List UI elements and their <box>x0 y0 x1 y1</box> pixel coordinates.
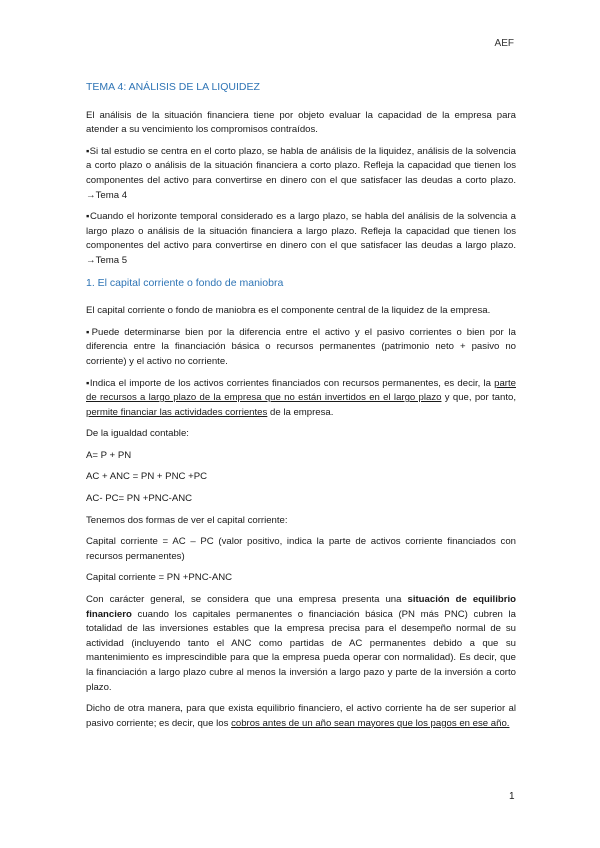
section-intro: El capital corriente o fondo de maniobra es el componente central de la liquidez de la empresa. <box>86 305 491 317</box>
underlined-text: permite financiar las actividades corrientes <box>86 406 268 418</box>
text-run: de la empresa. <box>267 406 334 418</box>
underlined-text: parte de recursos a largo plazo de la empresa que no están invertidos en el largo plazo <box>86 377 516 404</box>
equation-2: AC + ANC = PN + PNC +PC <box>86 471 208 483</box>
forms-intro: Tenemos dos formas de ver el capital corriente: <box>86 514 288 526</box>
capital-formula-1: Capital corriente = AC – PC (valor positivo, indica la parte de activos corriente financiados con recursos permanentes) <box>86 536 516 562</box>
bold-text: situación de equilibrio financiero <box>86 594 516 620</box>
equilibrium-paragraph <box>86 593 516 695</box>
bullet-indicates <box>86 377 516 421</box>
bullet-determination: ▪Puede determinarse bien por la diferencia entre el activo y el pasivo corrientes o bien por la diferencia entre la financiación básica o recursos permanentes (patrimonio neto + pasivo no corriente) y el activo no corriente. <box>86 326 516 367</box>
document-body <box>86 80 516 738</box>
underlined-text: cobros antes de un año sean mayores que los pagos en ese año. <box>231 717 510 729</box>
text-run: ▪Indica el importe de los activos corrientes financiados con recursos permanentes, es decir, la <box>86 377 495 389</box>
section-heading: 1. El capital corriente o fondo de maniobra <box>86 276 284 289</box>
text-run: Dicho de otra manera, para que exista equilibrio financiero, el activo corriente ha de ser superior al pasivo corriente; es decir, que los <box>86 703 516 729</box>
bullet-short-term: ▪Si tal estudio se centra en el corto plazo, se habla de análisis de la liquidez, análisis de la solvencia a corto plazo o análisis de la situación financiera a corto plazo. Refleja la capacidad que tienen los componentes del activo para convertirse en dinero con el que satisfacer las deudas a corto plazo. →Tema 4 <box>86 145 516 201</box>
text-run: cuando los capitales permanentes o financiación básica (PN más PNC) cubren la totalidad de las inversiones estables que la empresa precisa para el desempeño normal de su actividad (incluyendo tanto el ANC como partidas de AC permanentes debido a que su mantenimiento es imprescindible para que la empresa pueda operar con normalidad). Es decir, que la financiación a largo plazo cubre al menos la inversión a largo pazo y parte de la inversión a corto plazo. <box>86 608 516 693</box>
intro-paragraph: El análisis de la situación financiera tiene por objeto evaluar la capacidad de la empresa para atender a su vencimiento los compromisos contraídos. <box>86 109 516 136</box>
header-label: AEF <box>494 38 514 49</box>
text-run: Con carácter general, se considera que una empresa presenta una <box>86 594 408 606</box>
page-number: 1 <box>509 791 515 802</box>
summary-paragraph <box>86 702 516 731</box>
bullet-long-term: ▪Cuando el horizonte temporal considerado es a largo plazo, se habla del análisis de la solvencia a largo plazo o análisis de la situación financiera a largo plazo. Refleja la capacidad que tienen los componentes del activo para convertirse en dinero con el que satisfacer las deudas a largo plazo. →Tema 5 <box>86 211 516 266</box>
capital-formula-2: Capital corriente = PN +PNC-ANC <box>86 572 233 584</box>
equation-3: AC- PC= PN +PNC-ANC <box>86 493 193 505</box>
equation-1: A= P + PN <box>86 449 132 461</box>
equality-intro: De la igualdad contable: <box>86 428 189 440</box>
text-run: y que, por tanto, <box>441 392 516 404</box>
page-title: TEMA 4: ANÁLISIS DE LA LIQUIDEZ <box>86 81 260 93</box>
